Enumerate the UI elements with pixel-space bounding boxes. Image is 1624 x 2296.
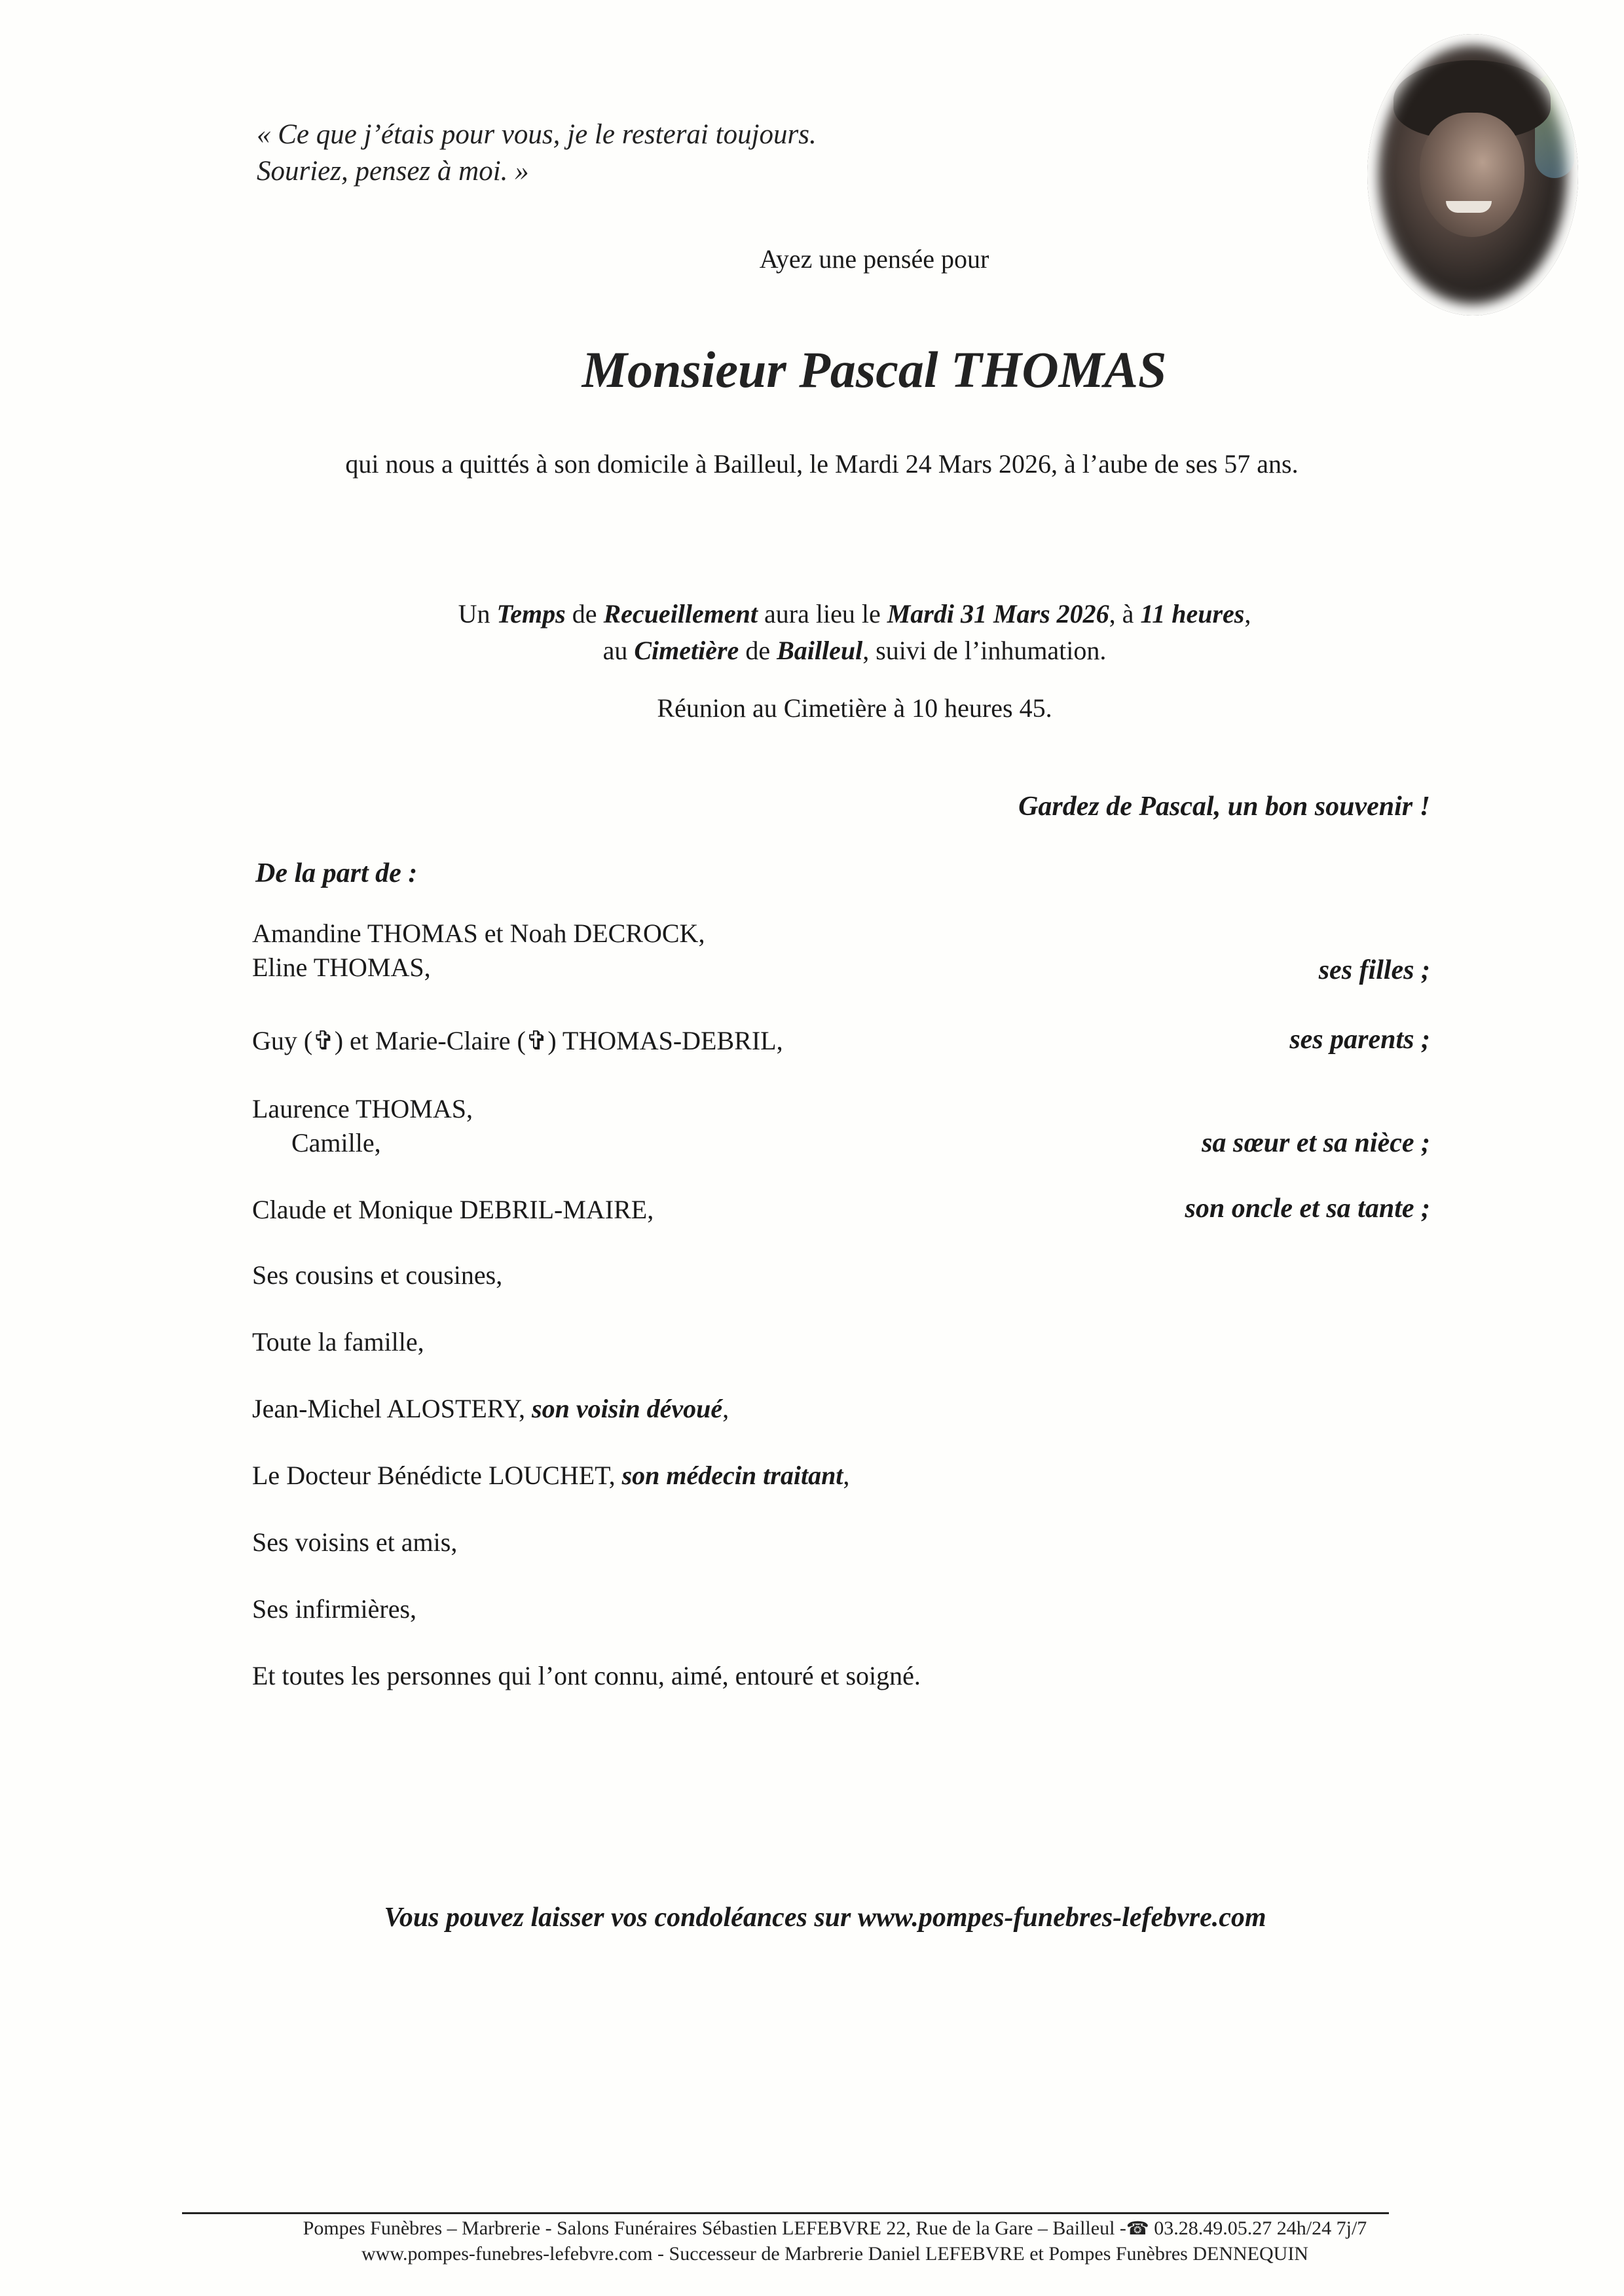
text: Un bbox=[458, 599, 497, 629]
text: , bbox=[843, 1461, 850, 1490]
emphasis: Temps bbox=[496, 599, 566, 629]
others-friends: Ses voisins et amis, bbox=[252, 1527, 458, 1557]
text: aura lieu le bbox=[758, 599, 887, 629]
text: , suivi de l’inhumation. bbox=[862, 636, 1107, 665]
footer-divider bbox=[182, 2212, 1389, 2214]
text: de bbox=[739, 636, 777, 665]
text: , bbox=[722, 1394, 729, 1423]
others-cousins: Ses cousins et cousines, bbox=[252, 1260, 503, 1290]
others-family: Toute la famille, bbox=[252, 1327, 424, 1357]
family-name: Laurence THOMAS, bbox=[252, 1094, 473, 1123]
footer-company: Pompes Funèbres – Marbrerie - Salons Funéraires Sébastien LEFEBVRE 22, Rue de la Gare – Bailleul - bbox=[303, 2217, 1126, 2239]
intro-text: Ayez une pensée pour bbox=[759, 244, 989, 274]
others-everyone: Et toutes les personnes qui l’ont connu, aimé, entouré et soigné. bbox=[252, 1661, 921, 1690]
person-name: Le Docteur Bénédicte LOUCHET, bbox=[252, 1461, 622, 1490]
family-entry-uncle bbox=[252, 1193, 654, 1227]
others-nurses: Ses infirmières, bbox=[252, 1594, 417, 1624]
quote-line-1: « Ce que j’étais pour vous, je le resterai toujours. bbox=[257, 119, 817, 150]
family-entry-daughters bbox=[252, 917, 705, 985]
from-label: De la part de : bbox=[255, 858, 418, 888]
family-name: Eline THOMAS, bbox=[252, 953, 431, 982]
person-role: son voisin dévoué bbox=[532, 1394, 723, 1423]
ceremony-location: Bailleul bbox=[777, 636, 863, 665]
family-entry-parents bbox=[252, 1024, 783, 1058]
epitaph-quote bbox=[257, 117, 817, 190]
cross-icon: ✞ bbox=[312, 1026, 335, 1055]
quote-line-2: Souriez, pensez à moi. » bbox=[257, 156, 529, 187]
ceremony-hour: 11 heures bbox=[1140, 599, 1245, 629]
ceremony-line-1 bbox=[85, 596, 1624, 632]
emphasis: Cimetière bbox=[634, 636, 739, 665]
emphasis: Recueillement bbox=[603, 599, 758, 629]
others-neighbor bbox=[252, 1392, 729, 1426]
meeting-info: Réunion au Cimetière à 10 heures 45. bbox=[657, 693, 1052, 723]
relation-uncle-aunt: son oncle et sa tante ; bbox=[1185, 1194, 1430, 1224]
family-name: Claude et Monique DEBRIL-MAIRE, bbox=[252, 1195, 654, 1224]
footer-phone: 03.28.49.05.27 24h/24 7j/7 bbox=[1149, 2217, 1367, 2239]
relation-parents: ses parents ; bbox=[1289, 1025, 1430, 1055]
person-name: Jean-Michel ALOSTERY, bbox=[252, 1394, 532, 1423]
footer bbox=[0, 2216, 1624, 2267]
family-entry-sister bbox=[252, 1092, 473, 1160]
family-name: Camille, bbox=[291, 1128, 381, 1157]
ceremony-info bbox=[0, 596, 1624, 669]
ceremony-date: Mardi 31 Mars 2026 bbox=[887, 599, 1109, 629]
death-notice: qui nous a quittés à son domicile à Bailleul, le Mardi 24 Mars 2026, à l’aube de ses 57 ans. bbox=[345, 449, 1299, 479]
souvenir-text: Gardez de Pascal, un bon souvenir ! bbox=[1018, 792, 1430, 822]
text: au bbox=[602, 636, 635, 665]
footer-line-2: www.pompes-funebres-lefebvre.com - Successeur de Marbrerie Daniel LEFEBVRE et Pompes Funèbres DENNEQUIN bbox=[361, 2243, 1308, 2265]
family-name: Guy ( bbox=[252, 1026, 313, 1055]
text: , à bbox=[1109, 599, 1141, 629]
relation-daughters: ses filles ; bbox=[1318, 955, 1430, 985]
person-role: son médecin traitant bbox=[621, 1461, 843, 1490]
ceremony-line-2 bbox=[85, 632, 1624, 669]
cross-icon: ✞ bbox=[525, 1026, 548, 1055]
footer-line-1 bbox=[46, 2216, 1624, 2242]
deceased-name: Monsieur Pascal THOMAS bbox=[581, 341, 1167, 398]
text: , bbox=[1244, 599, 1251, 629]
family-name: ) THOMAS-DEBRIL, bbox=[547, 1026, 783, 1055]
family-name: Amandine THOMAS et Noah DECROCK, bbox=[252, 919, 705, 948]
others-doctor bbox=[252, 1459, 849, 1493]
relation-sister-niece: sa sœur et sa nièce ; bbox=[1202, 1128, 1430, 1158]
condolences-text: Vous pouvez laisser vos condoléances sur www.pompes-funebres-lefebvre.com bbox=[384, 1903, 1266, 1933]
text: de bbox=[565, 599, 604, 629]
family-name: ) et Marie-Claire ( bbox=[334, 1026, 526, 1055]
phone-icon: ☎ bbox=[1126, 2219, 1149, 2239]
